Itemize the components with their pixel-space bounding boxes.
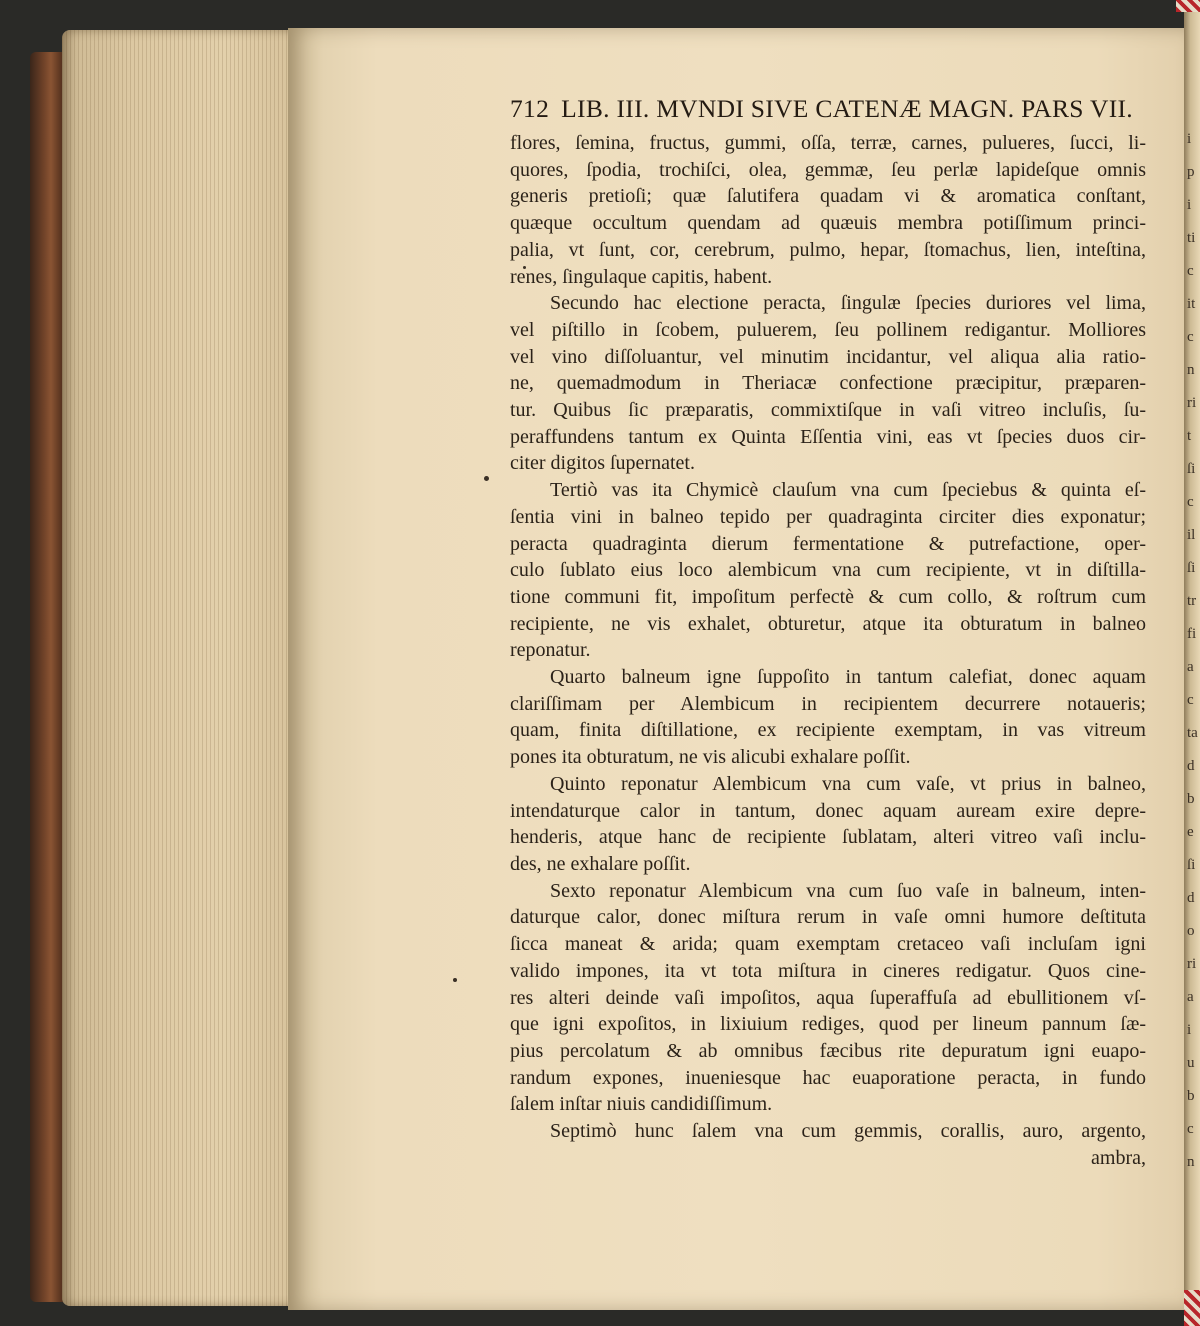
text-line: peracta quadraginta dierum fermentatione & putrefactione, oper- [510,532,1146,555]
text-line: vel piſtillo in ſcobem, puluerem, ſeu pollinem redigantur. Molliores [510,318,1146,341]
text-line: ſicca maneat & arida; quam exemptam cretaceo vaſi incluſam igni [510,933,1146,956]
facing-page-fragment: i [1187,197,1192,213]
text-line: quores, ſpodia, trochiſci, olea, gemmæ, ſeu perlæ lapideſque omnis [510,158,1146,181]
text-line: ne, quemadmodum in Theriacæ confectione præcipitur, præparen- [510,372,1146,395]
page-text-block [510,88,1146,1171]
text-line: Septimò hunc ſalem vna cum gemmis, corallis, auro, argento, [550,1120,1146,1143]
text-line: quam, finita diſtillatione, ex recipiente exemptam, in vas vitreum [510,719,1146,742]
text-line: ſalem inſtar niuis candidiſſimum. [510,1093,773,1116]
text-line: Quinto reponatur Alembicum vna cum vaſe, vt prius in balneo, [550,772,1146,795]
text-line: tur. Quibus ſic præparatis, commixtiſque in vaſi vitreo incluſis, ſu- [510,399,1146,422]
text-line: des, ne exhalare poſſit. [510,852,691,875]
facing-page-fragment: n [1187,362,1195,378]
text-line: flores, ſemina, fructus, gummi, oſſa, terræ, carnes, pulueres, ſucci, li- [510,132,1146,154]
running-head-title: LIB. III. MVNDI SIVE CATENÆ MAGN. PARS VII. [561,94,1133,123]
text-line: Secundo hac electione peracta, ſingulæ ſpecies duriores vel lima, [550,292,1146,315]
facing-page-fragment: d [1187,890,1195,906]
text-line: palia, vt ſunt, cor, cerebrum, pulmo, hepar, ſtomachus, lien, inteſtina, [510,238,1146,261]
facing-page-fragment: ti [1187,230,1196,246]
facing-page-fragment: o [1187,923,1195,939]
facing-page-fragment: p [1187,164,1195,180]
facing-page-fragment: ſi [1187,461,1196,477]
ink-speck [484,476,489,481]
text-line: res alteri deinde vaſi impoſitos, aqua ſuperaffuſa ad ebullitionem vſ- [510,986,1146,1009]
text-line: citer digitos ſupernatet. [510,452,695,475]
text-line: reponatur. [510,639,591,662]
text-line: Quarto balneum igne ſuppoſito in tantum calefiat, donec aquam [550,666,1146,689]
facing-page-fragment: i [1187,131,1192,147]
facing-page-fragment: b [1187,791,1195,807]
page-number: 712 [510,94,550,123]
text-line: peraffundens tantum ex Quinta Eſſentia vini, eas vt ſpecies duos cir- [510,425,1146,448]
text-line: clariſſimam per Alembicum in recipientem decurrere notaueris; [510,692,1146,715]
bookmark-ribbon-top [1176,0,1200,12]
facing-page-fragment: ri [1187,395,1197,411]
text-line: Sexto reponatur Alembicum vna cum ſuo vaſe in balneum, inten- [550,879,1146,902]
text-line: Tertiò vas ita Chymicè clauſum vna cum ſpeciebus & quinta eſ- [550,479,1146,502]
facing-page-fragment: a [1187,659,1194,675]
text-line: generis pretioſi; quæ ſalutifera quadam vi & aromatica conſtant, [510,185,1146,208]
facing-page-fragment: c [1187,329,1194,345]
text-line: que igni expoſitos, in lixiuium rediges, quod per lineum pannum ſæ- [510,1013,1146,1036]
text-line: recipiente, ne vis exhalet, obturetur, atque ita obturatum in balneo [510,612,1146,635]
facing-page-fragment: a [1187,989,1194,1005]
facing-page-fragment: n [1187,1154,1195,1170]
text-line: pones ita obturatum, ne vis alicubi exhalare poſſit. [510,746,911,769]
facing-page-fragment: b [1187,1088,1195,1104]
text-line: vel vino diſſoluantur, vel minutim incidantur, vel aliqua alia ratio- [510,345,1146,368]
text-line: ſentia vini in balneo tepido per quadraginta circiter dies exponatur; [510,505,1146,528]
page-block-edge [62,30,294,1306]
facing-page-fragment: tr [1187,593,1197,609]
facing-page-fragment: u [1187,1055,1195,1071]
facing-page-fragment: c [1187,1121,1194,1137]
facing-page-fragment: i [1187,1022,1192,1038]
facing-page-fragment: c [1187,692,1194,708]
text-line: valido impones, ita vt tota miſtura in cineres redigatur. Quos cine- [510,959,1146,982]
facing-page-fragment: e [1187,824,1194,840]
text-line: tione communi fit, impoſitum perfectè & cum collo, & roſtrum cum [510,585,1146,608]
facing-page-fragment: ſi [1187,857,1196,873]
facing-page-fragment: d [1187,758,1195,774]
text-line: pius percolatum & ab omnibus fæcibus rite depuratum igni euapo- [510,1039,1146,1062]
bookmark-ribbon-bottom [1184,1290,1200,1326]
facing-page-fragment: ri [1187,956,1197,972]
body-text [510,130,1146,1145]
facing-page-fragment: ta [1187,725,1198,741]
facing-page-fragment: c [1187,263,1194,279]
facing-page-fragment: il [1187,527,1196,543]
running-head [510,88,1146,130]
text-line: culo ſublato eius loco alembicum vna cum recipiente, vt in diſtilla- [510,559,1146,582]
facing-page-fragment: t [1187,428,1192,444]
text-line: intendaturque calor in tantum, donec aquam auream exire depre- [510,799,1146,822]
facing-page-edge [1184,0,1200,1326]
facing-page-fragment: fi [1187,626,1197,642]
facing-page-fragment: ſi [1187,560,1196,576]
text-line: randum expones, inueniesque hac euaporatione peracta, in fundo [510,1066,1146,1089]
text-line: henderis, atque hanc de recipiente ſublatam, alteri vitreo vaſi inclu- [510,826,1146,849]
facing-page-fragment: c [1187,494,1194,510]
facing-page-fragment: it [1187,296,1196,312]
catchword: ambra, [1091,1146,1146,1169]
text-line: daturque calor, donec miſtura rerum in vaſe omni humore deſtituta [510,906,1146,929]
text-line: quæque occultum quendam ad quæuis membra potiſſimum princi- [510,212,1146,235]
ink-speck [453,978,457,982]
text-line: renes, ſingulaque capitis, habent. [510,265,773,288]
